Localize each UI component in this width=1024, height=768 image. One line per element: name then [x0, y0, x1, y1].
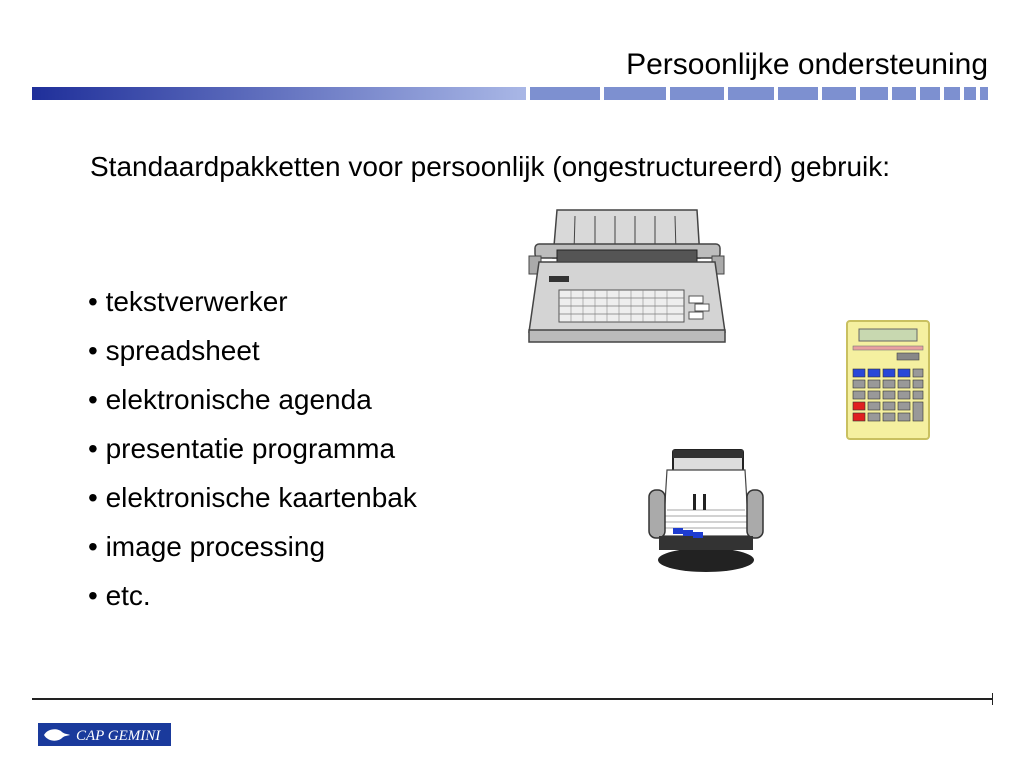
footer-divider — [32, 698, 992, 700]
bullet-item: • tekstverwerker — [88, 286, 288, 317]
bullet-item: • etc. — [88, 580, 151, 611]
bullet-item: • image processing — [88, 531, 326, 562]
calculator-icon — [845, 319, 931, 441]
card-file-icon — [645, 448, 767, 574]
slide-title: Persoonlijke ondersteuning — [626, 48, 988, 81]
title-gradient-bar — [32, 87, 988, 100]
cap-gemini-logo — [38, 723, 171, 746]
bullet-list — [88, 285, 417, 628]
intro-text: Standaardpakketten voor persoonlijk (ongestructureerd) gebruik: — [90, 151, 891, 182]
svg-text:CAP GEMINI: CAP GEMINI — [76, 728, 161, 744]
typewriter-icon — [525, 208, 730, 344]
footer-divider-end — [992, 693, 993, 705]
bullet-item: • elektronische agenda — [88, 384, 372, 415]
bullet-item: • elektronische kaartenbak — [88, 482, 417, 513]
bullet-item: • spreadsheet — [88, 335, 260, 366]
bullet-item: • presentatie programma — [88, 433, 396, 464]
